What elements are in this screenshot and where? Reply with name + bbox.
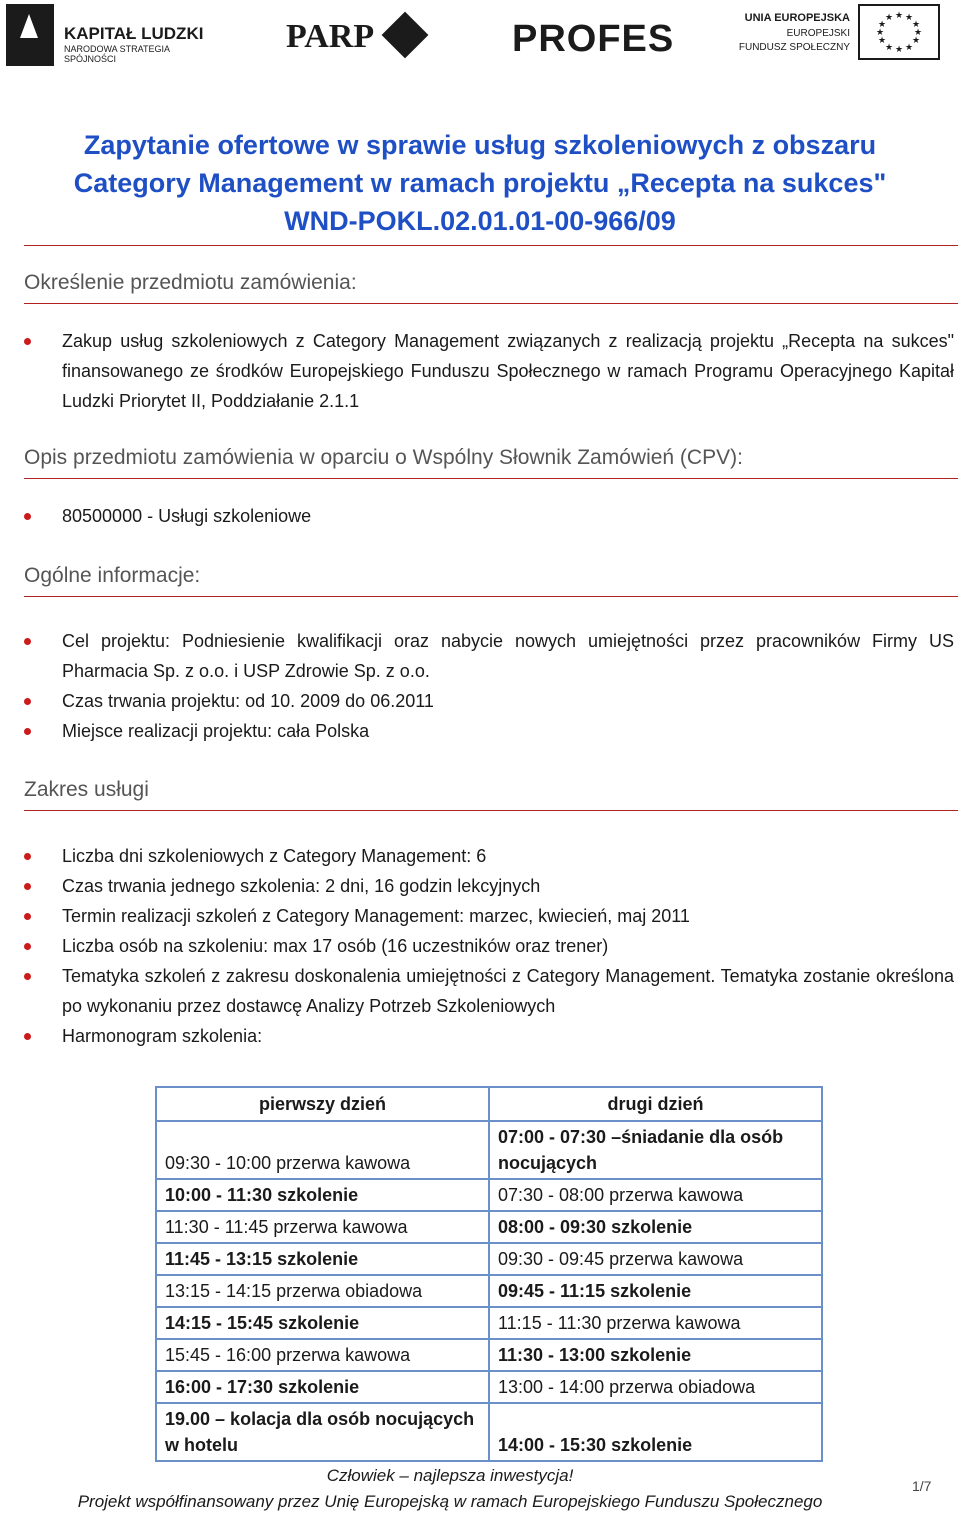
svg-text:★: ★ (904, 43, 914, 53)
list-item: Tematyka szkoleń z zakresu doskonalenia umiejętności z Category Management. Tematyka zostanie określona po wykonaniu przez dostawcę Analizy Potrzeb Szkoleniowych (24, 961, 954, 1021)
list-item: Zakup usług szkoleniowych z Category Management związanych z realizacją projektu „Recepta na sukces" finansowanego ze środków Europejskiego Funduszu Społecznego w ramach Programu Operacyjnego Kapitał Ludzki Priorytet II, Poddziałanie 2.1.1 (24, 326, 954, 416)
svg-text:★: ★ (875, 28, 885, 38)
footer-slogan: Człowiek – najlepsza inwestycja! (326, 1466, 574, 1485)
list-item: Miejsce realizacji projektu: cała Polska (24, 716, 954, 746)
schedule-header-day2: drugi dzień (489, 1087, 822, 1121)
eu-logo (736, 4, 956, 64)
document-title (0, 126, 960, 240)
svg-text:★: ★ (911, 20, 921, 30)
schedule-cell-day2: 08:00 - 09:30 szkolenie (489, 1211, 822, 1243)
list-item: Liczba osób na szkoleniu: max 17 osób (16 uczestników oraz trener) (24, 931, 954, 961)
list-item: Termin realizacji szkoleń z Category Management: marzec, kwiecień, maj 2011 (24, 901, 954, 931)
schedule-cell-day2: 07:00 - 07:30 –śniadanie dla osób nocujących (489, 1121, 822, 1179)
logo-bar (0, 0, 960, 72)
list-item: Czas trwania jednego szkolenia: 2 dni, 16 godzin lekcyjnych (24, 871, 954, 901)
table-row (156, 1339, 822, 1371)
section-heading-subject: Określenie przedmiotu zamówienia: (24, 271, 958, 304)
eu-logo-line1: UNIA EUROPEJSKA (744, 12, 850, 24)
schedule-cell-day1: 11:30 - 11:45 przerwa kawowa (156, 1211, 489, 1243)
kapital-ludzki-subtitle: NARODOWA STRATEGIA SPÓJNOŚCI (64, 44, 170, 64)
section-heading-cpv: Opis przedmiotu zamówienia w oparciu o Wspólny Słownik Zamówień (CPV): (24, 446, 958, 479)
kapital-ludzki-logo (6, 4, 216, 66)
table-row (156, 1121, 822, 1179)
eu-logo-line3: FUNDUSZ SPOŁECZNY (738, 42, 850, 53)
eu-flag-icon (858, 4, 940, 60)
svg-text:★: ★ (884, 13, 894, 23)
kapital-ludzki-title: KAPITAŁ LUDZKI (64, 24, 204, 43)
title-divider (24, 245, 958, 246)
svg-text:★: ★ (877, 20, 887, 30)
schedule-cell-day2: 07:30 - 08:00 przerwa kawowa (489, 1179, 822, 1211)
schedule-header-day1: pierwszy dzień (156, 1087, 489, 1121)
profes-logo (512, 8, 712, 58)
kapital-ludzki-flag-icon (6, 4, 54, 66)
list-item: 80500000 - Usługi szkoleniowe (24, 501, 954, 531)
schedule-table (155, 1086, 823, 1462)
schedule-cell-day2: 11:30 - 13:00 szkolenie (489, 1339, 822, 1371)
list-item: Cel projektu: Podniesienie kwalifikacji oraz nabycie nowych umiejętności przez pracowników Firmy US Pharmacia Sp. z o.o. i USP Zdrowie Sp. z o.o. (24, 626, 954, 686)
svg-text:★: ★ (913, 28, 923, 38)
schedule-cell-day1: 10:00 - 11:30 szkolenie (156, 1179, 489, 1211)
schedule-cell-day2: 11:15 - 11:30 przerwa kawowa (489, 1307, 822, 1339)
table-row (156, 1275, 822, 1307)
svg-text:★: ★ (911, 36, 921, 46)
list-item: Harmonogram szkolenia: (24, 1021, 954, 1051)
schedule-cell-day1: 14:15 - 15:45 szkolenie (156, 1307, 489, 1339)
list-item: Liczba dni szkoleniowych z Category Management: 6 (24, 841, 954, 871)
schedule-cell-day2: 13:00 - 14:00 przerwa obiadowa (489, 1371, 822, 1403)
svg-text:★: ★ (884, 43, 894, 53)
table-row (156, 1243, 822, 1275)
schedule-header-row (156, 1087, 822, 1121)
schedule-cell-day1: 09:30 - 10:00 przerwa kawowa (156, 1121, 489, 1179)
scope-list (24, 841, 954, 1051)
general-info-list (24, 626, 954, 746)
schedule-cell-day1: 15:45 - 16:00 przerwa kawowa (156, 1339, 489, 1371)
footer-funding-note: Projekt współfinansowany przez Unię Europejską w ramach Europejskiego Funduszu Społecznego (77, 1492, 823, 1511)
parp-mark-icon (382, 12, 429, 59)
cpv-list (24, 501, 954, 531)
subject-list (24, 326, 954, 416)
svg-text:★: ★ (877, 36, 887, 46)
table-row (156, 1307, 822, 1339)
svg-text:★: ★ (894, 11, 904, 21)
page-number: 1/7 (912, 1478, 932, 1494)
table-row (156, 1179, 822, 1211)
profes-text: PROFES (512, 18, 675, 60)
table-row (156, 1403, 822, 1461)
parp-logo (286, 12, 436, 62)
schedule-cell-day1: 13:15 - 14:15 przerwa obiadowa (156, 1275, 489, 1307)
schedule-cell-day1: 11:45 - 13:15 szkolenie (156, 1243, 489, 1275)
schedule-cell-day2: 09:45 - 11:15 szkolenie (489, 1275, 822, 1307)
schedule-cell-day2: 09:30 - 09:45 przerwa kawowa (489, 1243, 822, 1275)
title-line-2: Category Management w ramach projektu „Recepta na sukces" (73, 168, 887, 198)
eu-stars-icon (860, 6, 938, 58)
title-line-1: Zapytanie ofertowe w sprawie usług szkoleniowych z obszaru (83, 130, 877, 160)
svg-text:★: ★ (904, 13, 914, 23)
table-row (156, 1371, 822, 1403)
title-line-3: WND-POKL.02.01.01-00-966/09 (284, 206, 676, 236)
schedule-body (156, 1121, 822, 1461)
table-row (156, 1211, 822, 1243)
parp-text: PARP (286, 18, 375, 55)
list-item: Czas trwania projektu: od 10. 2009 do 06.2011 (24, 686, 954, 716)
schedule-cell-day1: 16:00 - 17:30 szkolenie (156, 1371, 489, 1403)
eu-logo-line2: EUROPEJSKI (786, 28, 850, 39)
schedule-cell-day2: 14:00 - 15:30 szkolenie (489, 1403, 822, 1461)
section-heading-scope: Zakres usługi (24, 778, 958, 811)
section-heading-general: Ogólne informacje: (24, 564, 958, 597)
schedule-cell-day1: 19.00 – kolacja dla osób nocujących w hotelu (156, 1403, 489, 1461)
svg-text:★: ★ (894, 45, 904, 55)
